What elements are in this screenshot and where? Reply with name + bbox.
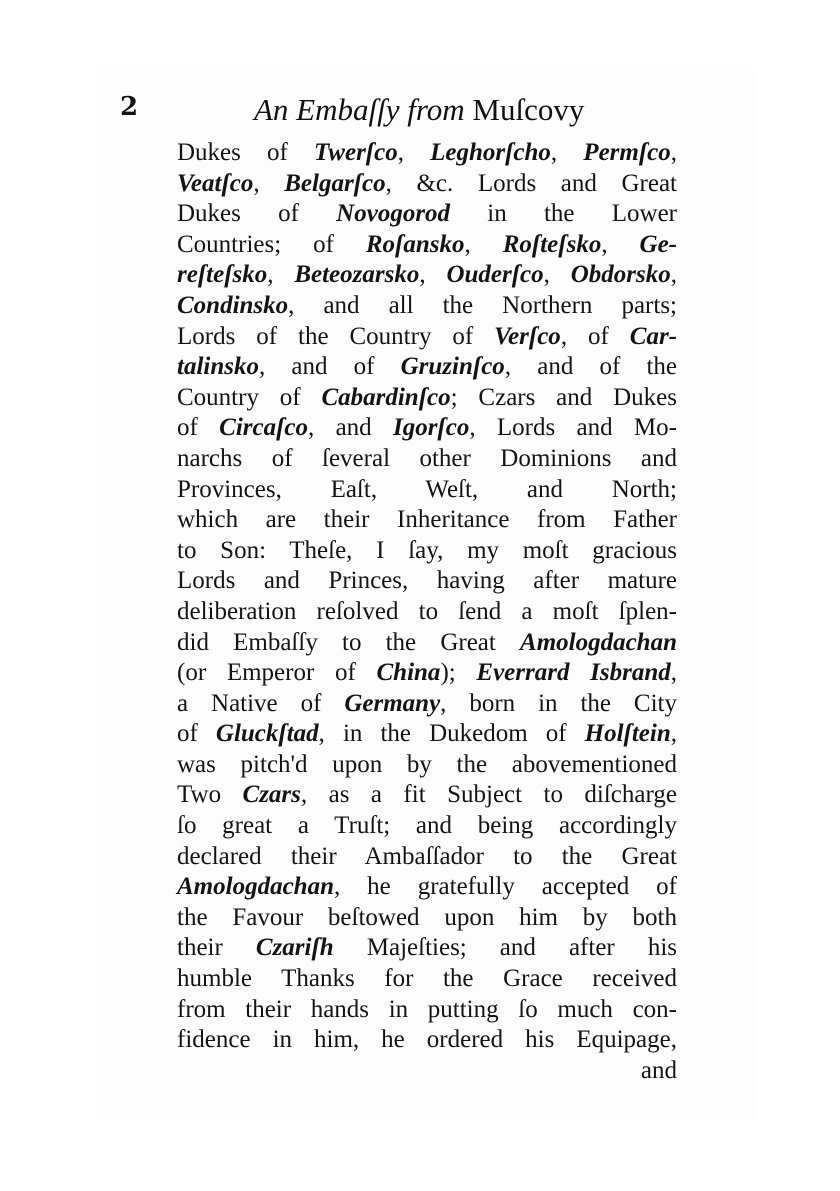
- italic-word: Belgarſco: [284, 169, 386, 197]
- text-run: Lords of the Country of: [177, 322, 495, 350]
- text-line: [177, 811, 677, 842]
- running-head-prefix: An Embaſſy from: [254, 92, 465, 127]
- italic-word: reſteſsko: [177, 261, 268, 289]
- page-number: 2: [120, 92, 139, 122]
- text-run: Country of: [177, 383, 322, 411]
- text-run: ,: [464, 230, 503, 258]
- text-run: ,: [397, 139, 431, 166]
- italic-word: talinsko: [177, 353, 259, 381]
- text-line: [177, 597, 677, 628]
- text-line: [177, 933, 677, 964]
- text-line: [177, 903, 677, 934]
- text-run: of: [177, 720, 216, 748]
- text-run: ; Czars and Dukes: [450, 383, 677, 411]
- text-line: [177, 291, 677, 322]
- text-run: Dukes of: [177, 139, 314, 166]
- italic-word: Veatſco: [177, 169, 254, 197]
- text-line: [177, 842, 677, 873]
- text-run: from their hands in putting ſo much con-: [177, 995, 677, 1023]
- italic-word: Verſco: [494, 322, 561, 350]
- text-line: [177, 1025, 677, 1056]
- text-run: , and all the Northern parts;: [288, 291, 677, 319]
- text-line: [177, 658, 677, 689]
- text-line: [177, 383, 677, 414]
- italic-word: Novogorod: [336, 200, 451, 228]
- text-line: [177, 995, 677, 1026]
- text-run: narchs of ſeveral other Dominions and: [177, 444, 677, 472]
- text-line: [177, 536, 677, 567]
- text-run: to Son: Theſe, I ſay, my moſt gracious: [177, 536, 677, 564]
- text-line: [177, 505, 677, 536]
- text-run: (or Emperor of: [177, 659, 377, 687]
- text-line: [177, 475, 677, 506]
- italic-word: Amologdachan: [177, 873, 334, 901]
- italic-word: Czars: [242, 781, 301, 809]
- italic-word: Leghorſcho: [430, 139, 551, 166]
- text-run: Dukes of: [177, 200, 337, 228]
- text-run: , &c. Lords and Great: [385, 169, 678, 197]
- text-line: [177, 169, 677, 200]
- text-line: [177, 352, 677, 383]
- text-line: [177, 444, 677, 475]
- text-run: deliberation reſolved to ſend a moſt ſplen-: [177, 597, 677, 625]
- text-line: [177, 719, 677, 750]
- italic-word: Car-: [629, 322, 677, 350]
- text-run: ,: [670, 659, 677, 687]
- text-line: [177, 322, 677, 353]
- text-run: , and: [308, 414, 393, 442]
- text-run: , and of: [258, 353, 401, 381]
- text-run: );: [440, 659, 477, 687]
- italic-word: Cabardinſco: [321, 383, 451, 411]
- italic-word: Roſansko: [365, 230, 465, 258]
- italic-word: Circaſco: [219, 414, 309, 442]
- text-run: ,: [419, 261, 447, 289]
- text-line: [177, 230, 677, 261]
- text-run: which are their Inheritance from Father: [177, 506, 677, 534]
- italic-word: Gluckſtad: [215, 720, 319, 748]
- text-run: ,: [601, 230, 640, 258]
- text-run: their: [177, 934, 256, 962]
- text-line: [177, 199, 677, 230]
- text-line: [177, 628, 677, 659]
- text-run: in the Lower: [450, 200, 677, 228]
- text-line: [177, 750, 677, 781]
- text-run: , he gratefully accepted of: [333, 873, 677, 901]
- text-run: ,: [670, 139, 678, 166]
- text-run: , as a fit Subject to diſcharge: [300, 781, 677, 809]
- text-line: [177, 138, 677, 169]
- italic-word: Amologdachan: [520, 628, 677, 656]
- text-run: of: [177, 414, 220, 442]
- text-run: ,: [267, 261, 295, 289]
- running-head: [254, 92, 584, 128]
- body-text: [177, 138, 677, 1086]
- text-line: [177, 689, 677, 720]
- italic-word: Permſco: [583, 139, 671, 166]
- running-head-suffix: Muſcovy: [464, 92, 585, 127]
- italic-word: Germany: [344, 689, 441, 717]
- text-run: the Favour beſtowed upon him by both: [177, 903, 677, 931]
- text-run: did Embaſſy to the Great: [177, 628, 521, 656]
- italic-word: Gruzinſco: [400, 353, 505, 381]
- text-line: [177, 260, 677, 291]
- text-run: Two: [177, 781, 243, 809]
- text-run: ſo great a Truſt; and being accordingly: [177, 812, 677, 840]
- text-line: [177, 964, 677, 995]
- text-run: , born in the City: [440, 689, 677, 717]
- text-run: ,: [543, 261, 571, 289]
- italic-word: Ouderſco: [446, 261, 544, 289]
- text-run: ,: [253, 169, 285, 197]
- text-line: [177, 872, 677, 903]
- italic-word: Roſteſsko: [502, 230, 602, 258]
- text-run: , and of the: [504, 353, 677, 381]
- text-run: fidence in him, he ordered his Equipage,: [177, 1026, 677, 1054]
- italic-word: Obdorsko: [570, 261, 671, 289]
- text-run: , of: [560, 322, 630, 350]
- text-line: [177, 780, 677, 811]
- italic-word: Czariſh: [255, 934, 334, 962]
- italic-word: Holſtein: [584, 720, 671, 748]
- text-run: Majeſties; and after his: [333, 934, 677, 962]
- catchword: and: [640, 1056, 677, 1084]
- italic-word: Ge-: [639, 230, 678, 258]
- text-run: Lords and Princes, having after mature: [177, 567, 677, 595]
- italic-word: Twerſco: [313, 139, 398, 166]
- italic-word: Everrard Isbrand: [476, 659, 671, 687]
- text-run: Provinces, Eaſt, Weſt, and North;: [177, 475, 677, 503]
- text-run: declared their Ambaſſador to the Great: [177, 842, 677, 870]
- italic-word: Igorſco: [392, 414, 470, 442]
- text-run: humble Thanks for the Grace received: [177, 965, 677, 993]
- italic-word: China: [376, 659, 441, 687]
- text-run: Countries; of: [177, 230, 366, 258]
- text-line: [177, 566, 677, 597]
- text-line: [177, 413, 677, 444]
- text-run: , in the Dukedom of: [318, 720, 585, 748]
- text-run: , Lords and Mo-: [469, 414, 677, 442]
- italic-word: Beteozarsko: [294, 261, 420, 289]
- text-run: a Native of: [177, 689, 345, 717]
- text-run: ,: [670, 261, 678, 289]
- text-run: ,: [550, 139, 584, 166]
- text-run: was pitch'd upon by the abovementioned: [177, 750, 677, 778]
- text-run: ,: [670, 720, 677, 748]
- italic-word: Condinsko: [177, 291, 289, 319]
